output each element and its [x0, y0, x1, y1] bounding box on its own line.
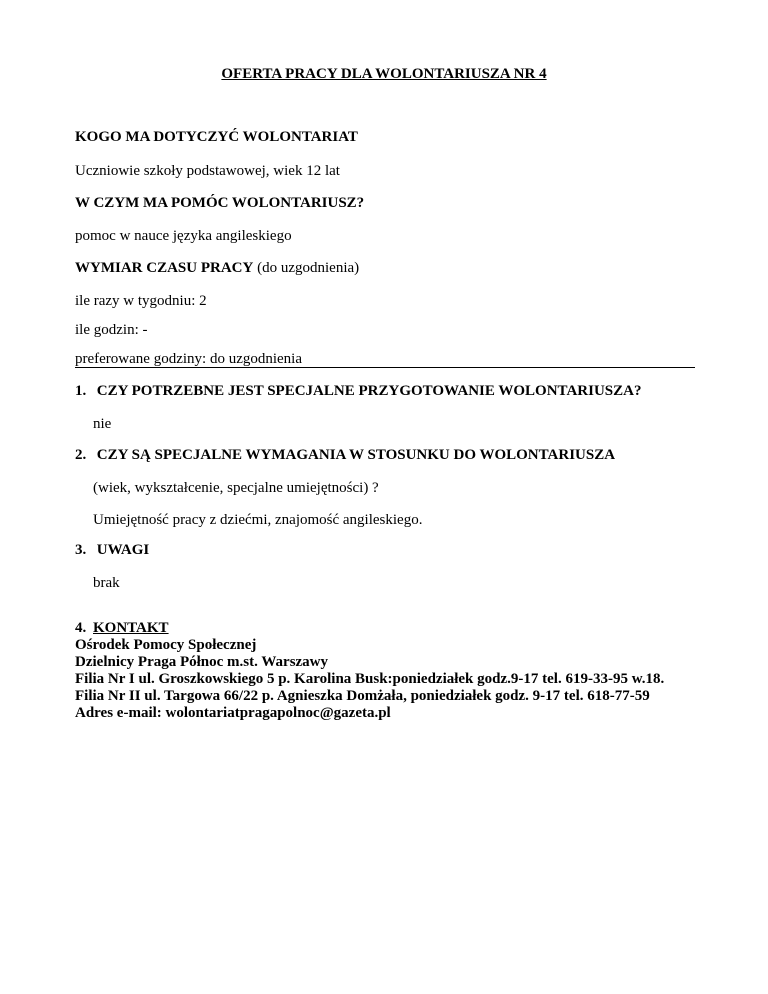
times-per-week: ile razy w tygodniu: 2 [75, 293, 207, 309]
item-1-line-1: nie [93, 416, 112, 432]
item-heading: CZY POTRZEBNE JEST SPECJALNE PRZYGOTOWANIE WOLONTARIUSZA? [96, 383, 642, 399]
item-number: 3. [75, 542, 87, 558]
numbered-heading-2 [75, 446, 615, 464]
numbered-heading-1 [75, 382, 641, 400]
separator-line [75, 367, 695, 368]
heading-time-note: (do uzgodnienia) [257, 260, 360, 276]
item-2-line-1: (wiek, wykształcenie, specjalne umiejętności) ? [93, 480, 379, 496]
contact-line: Filia Nr II ul. Targowa 66/22 p. Agnieszka Domżała, poniedziałek godz. 9-17 tel. 618-77-59 [75, 688, 650, 704]
item-heading: CZY SĄ SPECJALNE WYMAGANIA W STOSUNKU DO WOLONTARIUSZA [96, 447, 616, 463]
contact-block [75, 620, 664, 722]
heading-help: W CZYM MA POMÓC WOLONTARIUSZ? [75, 195, 365, 211]
contact-line: Dzielnicy Praga Północ m.st. Warszawy [75, 654, 329, 670]
contact-heading-row [75, 620, 664, 637]
contact-line: Filia Nr I ul. Groszkowskiego 5 p. Karolina Busk:poniedziałek godz.9-17 tel. 619-33-95 w.18. [75, 671, 665, 687]
item-heading: UWAGI [96, 542, 150, 558]
numbered-heading-3 [75, 541, 149, 559]
heading-time: WYMIAR CZASU PRACY [75, 260, 254, 276]
contact-heading: KONTAKT [93, 620, 169, 636]
contact-line: Ośrodek Pomocy Społecznej [75, 637, 257, 653]
item-2-line-2: Umiejętność pracy z dziećmi, znajomość angileskiego. [93, 512, 423, 528]
heading-who: KOGO MA DOTYCZYĆ WOLONTARIAT [75, 129, 358, 145]
item-3-line-1: brak [93, 575, 120, 591]
value-help: pomoc w nauce języka angileskiego [75, 228, 292, 244]
item-number: 1. [75, 383, 87, 399]
document-title: OFERTA PRACY DLA WOLONTARIUSZA NR 4 [221, 66, 547, 82]
value-who: Uczniowie szkoły podstawowej, wiek 12 lat [75, 163, 340, 179]
contact-email: Adres e-mail: wolontariatpragapolnoc@gazeta.pl [75, 705, 391, 721]
contact-number: 4. [75, 620, 87, 636]
hours: ile godzin: - [75, 322, 148, 338]
heading-time-row [75, 259, 359, 277]
item-number: 2. [75, 447, 87, 463]
preferred-hours: preferowane godziny: do uzgodnienia [75, 351, 302, 367]
